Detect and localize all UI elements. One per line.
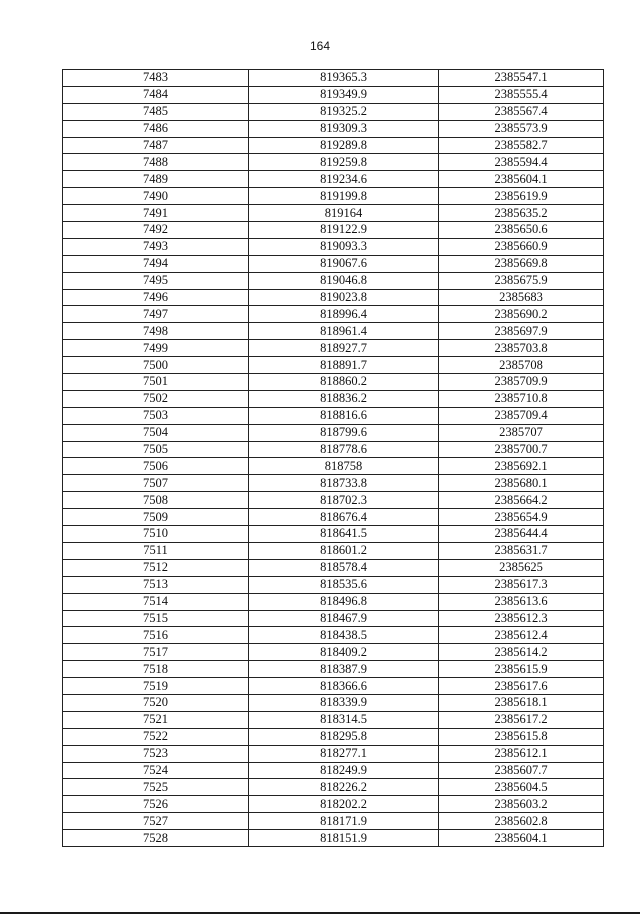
- point-number-cell: 7495: [63, 272, 249, 289]
- x-coordinate-cell: 819067.6: [249, 255, 439, 272]
- point-number-cell: 7485: [63, 103, 249, 120]
- table-row: [63, 745, 604, 762]
- table-row: [63, 205, 604, 222]
- x-coordinate-cell: 819122.9: [249, 222, 439, 239]
- table-row: [63, 323, 604, 340]
- x-coordinate-cell: 818601.2: [249, 542, 439, 559]
- y-coordinate-cell: 2385675.9: [439, 272, 604, 289]
- point-number-cell: 7499: [63, 340, 249, 357]
- y-coordinate-cell: 2385710.8: [439, 390, 604, 407]
- table-row: [63, 542, 604, 559]
- x-coordinate-cell: 818409.2: [249, 644, 439, 661]
- point-number-cell: 7484: [63, 86, 249, 103]
- table-row: [63, 357, 604, 374]
- point-number-cell: 7512: [63, 559, 249, 576]
- y-coordinate-cell: 2385604.1: [439, 171, 604, 188]
- x-coordinate-cell: 819349.9: [249, 86, 439, 103]
- table-row: [63, 70, 604, 87]
- point-number-cell: 7503: [63, 407, 249, 424]
- table-row: [63, 475, 604, 492]
- x-coordinate-cell: 818535.6: [249, 576, 439, 593]
- x-coordinate-cell: 818387.9: [249, 661, 439, 678]
- point-number-cell: 7526: [63, 796, 249, 813]
- point-number-cell: 7519: [63, 678, 249, 695]
- table-row: [63, 762, 604, 779]
- y-coordinate-cell: 2385567.4: [439, 103, 604, 120]
- y-coordinate-cell: 2385660.9: [439, 238, 604, 255]
- table-row: [63, 610, 604, 627]
- y-coordinate-cell: 2385617.2: [439, 711, 604, 728]
- table-row: [63, 188, 604, 205]
- table-row: [63, 644, 604, 661]
- table-row: [63, 103, 604, 120]
- table-row: [63, 171, 604, 188]
- x-coordinate-cell: 818676.4: [249, 509, 439, 526]
- point-number-cell: 7500: [63, 357, 249, 374]
- y-coordinate-cell: 2385697.9: [439, 323, 604, 340]
- point-number-cell: 7488: [63, 154, 249, 171]
- x-coordinate-cell: 818702.3: [249, 492, 439, 509]
- table-row: [63, 374, 604, 391]
- point-number-cell: 7506: [63, 458, 249, 475]
- table-row: [63, 728, 604, 745]
- point-number-cell: 7497: [63, 306, 249, 323]
- table-row: [63, 526, 604, 543]
- y-coordinate-cell: 2385700.7: [439, 441, 604, 458]
- point-number-cell: 7522: [63, 728, 249, 745]
- point-number-cell: 7515: [63, 610, 249, 627]
- point-number-cell: 7511: [63, 542, 249, 559]
- y-coordinate-cell: 2385613.6: [439, 593, 604, 610]
- y-coordinate-cell: 2385617.3: [439, 576, 604, 593]
- y-coordinate-cell: 2385708: [439, 357, 604, 374]
- point-number-cell: 7508: [63, 492, 249, 509]
- table-row: [63, 509, 604, 526]
- x-coordinate-cell: 818778.6: [249, 441, 439, 458]
- point-number-cell: 7491: [63, 205, 249, 222]
- y-coordinate-cell: 2385669.8: [439, 255, 604, 272]
- point-number-cell: 7518: [63, 661, 249, 678]
- table-row: [63, 289, 604, 306]
- table-row: [63, 255, 604, 272]
- point-number-cell: 7496: [63, 289, 249, 306]
- point-number-cell: 7505: [63, 441, 249, 458]
- x-coordinate-cell: 819234.6: [249, 171, 439, 188]
- point-number-cell: 7527: [63, 813, 249, 830]
- coordinate-table-container: [62, 69, 603, 847]
- y-coordinate-cell: 2385602.8: [439, 813, 604, 830]
- y-coordinate-cell: 2385612.3: [439, 610, 604, 627]
- table-row: [63, 306, 604, 323]
- point-number-cell: 7498: [63, 323, 249, 340]
- point-number-cell: 7510: [63, 526, 249, 543]
- y-coordinate-cell: 2385607.7: [439, 762, 604, 779]
- y-coordinate-cell: 2385709.9: [439, 374, 604, 391]
- x-coordinate-cell: 819259.8: [249, 154, 439, 171]
- x-coordinate-cell: 818277.1: [249, 745, 439, 762]
- point-number-cell: 7509: [63, 509, 249, 526]
- page-bottom-rule: [0, 912, 640, 914]
- x-coordinate-cell: 818927.7: [249, 340, 439, 357]
- y-coordinate-cell: 2385612.4: [439, 627, 604, 644]
- point-number-cell: 7486: [63, 120, 249, 137]
- point-number-cell: 7494: [63, 255, 249, 272]
- x-coordinate-cell: 818578.4: [249, 559, 439, 576]
- y-coordinate-cell: 2385604.1: [439, 830, 604, 847]
- x-coordinate-cell: 818816.6: [249, 407, 439, 424]
- table-row: [63, 830, 604, 847]
- y-coordinate-cell: 2385547.1: [439, 70, 604, 87]
- point-number-cell: 7525: [63, 779, 249, 796]
- point-number-cell: 7516: [63, 627, 249, 644]
- x-coordinate-cell: 819164: [249, 205, 439, 222]
- y-coordinate-cell: 2385650.6: [439, 222, 604, 239]
- y-coordinate-cell: 2385615.8: [439, 728, 604, 745]
- y-coordinate-cell: 2385703.8: [439, 340, 604, 357]
- table-row: [63, 222, 604, 239]
- point-number-cell: 7513: [63, 576, 249, 593]
- x-coordinate-cell: 819093.3: [249, 238, 439, 255]
- x-coordinate-cell: 819325.2: [249, 103, 439, 120]
- x-coordinate-cell: 818226.2: [249, 779, 439, 796]
- x-coordinate-cell: 818996.4: [249, 306, 439, 323]
- x-coordinate-cell: 818171.9: [249, 813, 439, 830]
- x-coordinate-cell: 818151.9: [249, 830, 439, 847]
- x-coordinate-cell: 819365.3: [249, 70, 439, 87]
- point-number-cell: 7517: [63, 644, 249, 661]
- y-coordinate-cell: 2385612.1: [439, 745, 604, 762]
- table-row: [63, 678, 604, 695]
- table-row: [63, 407, 604, 424]
- table-row: [63, 238, 604, 255]
- x-coordinate-cell: 818438.5: [249, 627, 439, 644]
- x-coordinate-cell: 819309.3: [249, 120, 439, 137]
- point-number-cell: 7492: [63, 222, 249, 239]
- y-coordinate-cell: 2385690.2: [439, 306, 604, 323]
- point-number-cell: 7489: [63, 171, 249, 188]
- point-number-cell: 7502: [63, 390, 249, 407]
- table-row: [63, 120, 604, 137]
- table-row: [63, 441, 604, 458]
- table-row: [63, 390, 604, 407]
- table-row: [63, 458, 604, 475]
- x-coordinate-cell: 818314.5: [249, 711, 439, 728]
- table-row: [63, 627, 604, 644]
- table-row: [63, 711, 604, 728]
- x-coordinate-cell: 818891.7: [249, 357, 439, 374]
- y-coordinate-cell: 2385680.1: [439, 475, 604, 492]
- y-coordinate-cell: 2385644.4: [439, 526, 604, 543]
- x-coordinate-cell: 818961.4: [249, 323, 439, 340]
- table-row: [63, 694, 604, 711]
- y-coordinate-cell: 2385604.5: [439, 779, 604, 796]
- point-number-cell: 7520: [63, 694, 249, 711]
- table-row: [63, 272, 604, 289]
- y-coordinate-cell: 2385664.2: [439, 492, 604, 509]
- point-number-cell: 7493: [63, 238, 249, 255]
- point-number-cell: 7514: [63, 593, 249, 610]
- x-coordinate-cell: 818339.9: [249, 694, 439, 711]
- point-number-cell: 7504: [63, 424, 249, 441]
- x-coordinate-cell: 818295.8: [249, 728, 439, 745]
- x-coordinate-cell: 818641.5: [249, 526, 439, 543]
- y-coordinate-cell: 2385618.1: [439, 694, 604, 711]
- y-coordinate-cell: 2385654.9: [439, 509, 604, 526]
- y-coordinate-cell: 2385615.9: [439, 661, 604, 678]
- point-number-cell: 7523: [63, 745, 249, 762]
- x-coordinate-cell: 818860.2: [249, 374, 439, 391]
- y-coordinate-cell: 2385709.4: [439, 407, 604, 424]
- coordinate-table: [62, 69, 604, 847]
- x-coordinate-cell: 818733.8: [249, 475, 439, 492]
- y-coordinate-cell: 2385683: [439, 289, 604, 306]
- y-coordinate-cell: 2385555.4: [439, 86, 604, 103]
- x-coordinate-cell: 818758: [249, 458, 439, 475]
- point-number-cell: 7521: [63, 711, 249, 728]
- table-row: [63, 340, 604, 357]
- y-coordinate-cell: 2385707: [439, 424, 604, 441]
- x-coordinate-cell: 819199.8: [249, 188, 439, 205]
- page-number: 164: [309, 39, 331, 53]
- y-coordinate-cell: 2385617.6: [439, 678, 604, 695]
- point-number-cell: 7487: [63, 137, 249, 154]
- x-coordinate-cell: 818249.9: [249, 762, 439, 779]
- table-row: [63, 661, 604, 678]
- x-coordinate-cell: 818202.2: [249, 796, 439, 813]
- y-coordinate-cell: 2385614.2: [439, 644, 604, 661]
- x-coordinate-cell: 818496.8: [249, 593, 439, 610]
- table-row: [63, 154, 604, 171]
- y-coordinate-cell: 2385635.2: [439, 205, 604, 222]
- y-coordinate-cell: 2385625: [439, 559, 604, 576]
- y-coordinate-cell: 2385603.2: [439, 796, 604, 813]
- y-coordinate-cell: 2385582.7: [439, 137, 604, 154]
- table-row: [63, 559, 604, 576]
- x-coordinate-cell: 819046.8: [249, 272, 439, 289]
- x-coordinate-cell: 819023.8: [249, 289, 439, 306]
- point-number-cell: 7528: [63, 830, 249, 847]
- y-coordinate-cell: 2385573.9: [439, 120, 604, 137]
- table-row: [63, 779, 604, 796]
- table-row: [63, 593, 604, 610]
- coordinate-table-body: [63, 70, 604, 847]
- x-coordinate-cell: 818799.6: [249, 424, 439, 441]
- y-coordinate-cell: 2385619.9: [439, 188, 604, 205]
- table-row: [63, 796, 604, 813]
- table-row: [63, 813, 604, 830]
- x-coordinate-cell: 818366.6: [249, 678, 439, 695]
- x-coordinate-cell: 818836.2: [249, 390, 439, 407]
- x-coordinate-cell: 819289.8: [249, 137, 439, 154]
- point-number-cell: 7490: [63, 188, 249, 205]
- y-coordinate-cell: 2385631.7: [439, 542, 604, 559]
- table-row: [63, 137, 604, 154]
- table-row: [63, 86, 604, 103]
- point-number-cell: 7483: [63, 70, 249, 87]
- point-number-cell: 7501: [63, 374, 249, 391]
- table-row: [63, 424, 604, 441]
- y-coordinate-cell: 2385594.4: [439, 154, 604, 171]
- point-number-cell: 7524: [63, 762, 249, 779]
- point-number-cell: 7507: [63, 475, 249, 492]
- y-coordinate-cell: 2385692.1: [439, 458, 604, 475]
- table-row: [63, 492, 604, 509]
- table-row: [63, 576, 604, 593]
- x-coordinate-cell: 818467.9: [249, 610, 439, 627]
